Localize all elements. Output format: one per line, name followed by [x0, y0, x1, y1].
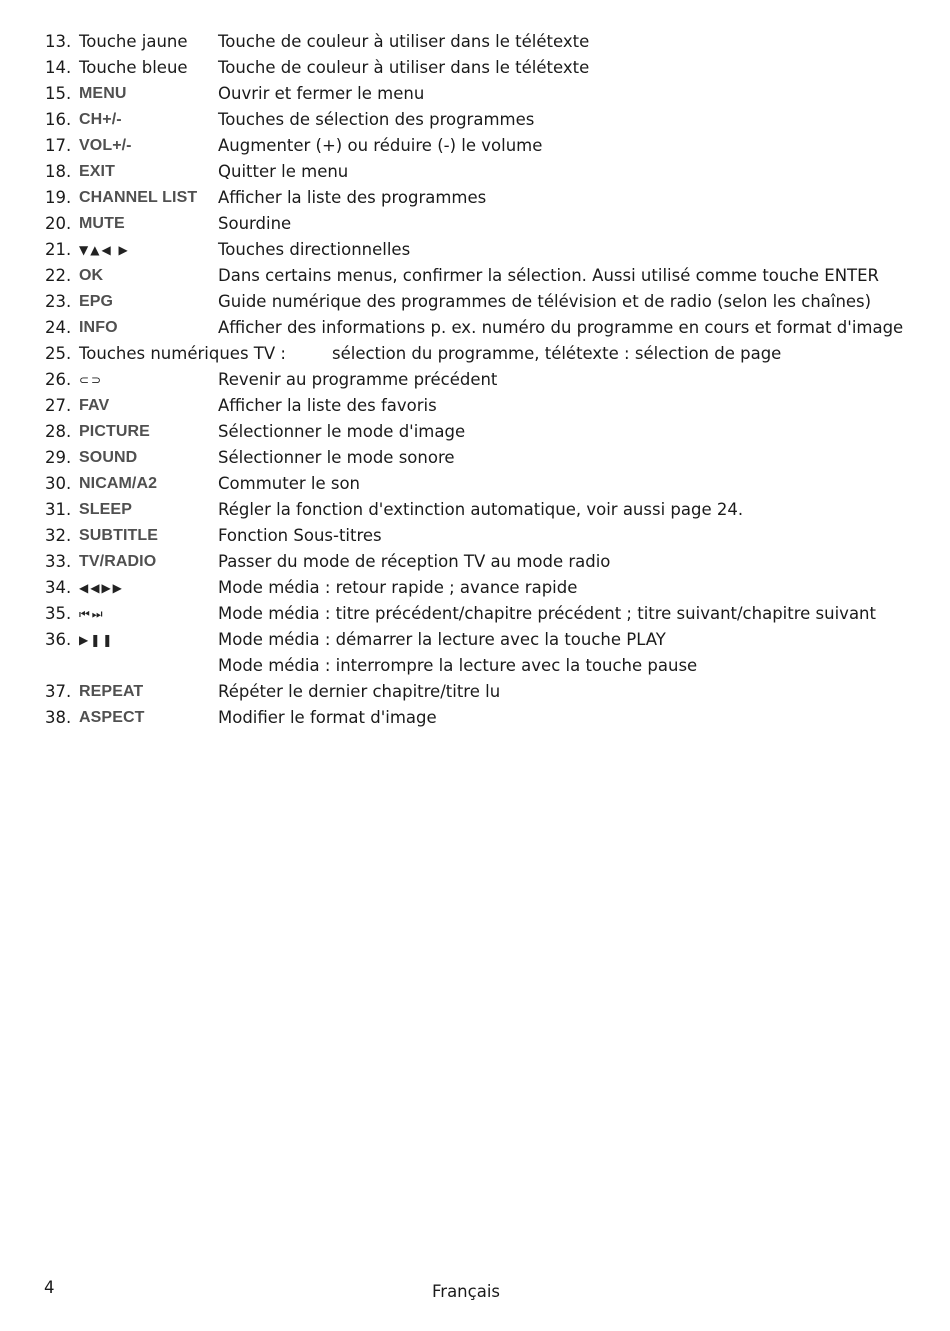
key-name: MUTE — [79, 215, 125, 232]
key-name: VOL+/- — [79, 137, 132, 154]
item-number: 35. — [45, 604, 72, 623]
key-description: Touche de couleur à utiliser dans le télétexte — [218, 58, 590, 77]
key-name: Touche jaune — [79, 32, 188, 51]
list-item — [0, 705, 950, 731]
key-name: INFO — [79, 319, 118, 336]
key-description: Commuter le son — [218, 474, 360, 493]
list-item — [0, 471, 950, 497]
item-number: 32. — [45, 526, 72, 545]
key-description: Répéter le dernier chapitre/titre lu — [218, 682, 501, 701]
item-number: 23. — [45, 292, 72, 311]
list-item — [0, 159, 950, 185]
list-item — [0, 185, 950, 211]
list-item — [0, 237, 950, 263]
item-number: 33. — [45, 552, 72, 571]
item-number: 14. — [45, 58, 72, 77]
list-item — [0, 133, 950, 159]
key-description: Touches directionnelles — [218, 240, 411, 259]
key-name: CHANNEL LIST — [79, 189, 198, 206]
key-description: Mode média : interrompre la lecture avec la touche pause — [218, 656, 698, 675]
key-description: Afficher des informations p. ex. numéro du programme en cours et format d'image — [218, 318, 904, 337]
list-item — [0, 81, 950, 107]
list-item — [0, 341, 950, 367]
key-description: Touches de sélection des programmes — [218, 110, 535, 129]
remote-keys-list — [0, 29, 950, 731]
key-description: Sélectionner le mode sonore — [218, 448, 455, 467]
list-item — [0, 575, 950, 601]
list-item — [0, 55, 950, 81]
footer-language: Français — [432, 1282, 501, 1301]
item-number: 21. — [45, 240, 72, 259]
key-name: SUBTITLE — [79, 527, 159, 544]
item-number: 36. — [45, 630, 72, 649]
list-item — [0, 653, 950, 679]
item-number: 38. — [45, 708, 72, 727]
item-number: 27. — [45, 396, 72, 415]
item-number: 15. — [45, 84, 72, 103]
list-item — [0, 601, 950, 627]
list-item — [0, 523, 950, 549]
list-item — [0, 289, 950, 315]
key-description: Quitter le menu — [218, 162, 349, 181]
key-description: Mode média : titre précédent/chapitre précédent ; titre suivant/chapitre suivant — [218, 604, 876, 623]
key-description: sélection du programme, télétexte : sélection de page — [332, 344, 782, 363]
item-number: 22. — [45, 266, 72, 285]
key-description: Afficher la liste des favoris — [218, 396, 437, 415]
key-name: TV/RADIO — [79, 553, 157, 570]
direction-arrows-icon: ▼▲◀ ▶ — [79, 243, 130, 257]
item-number: 25. — [45, 344, 72, 363]
list-item — [0, 29, 950, 55]
key-description: Sélectionner le mode d'image — [218, 422, 466, 441]
item-number: 16. — [45, 110, 72, 129]
list-item — [0, 679, 950, 705]
item-number: 34. — [45, 578, 72, 597]
rewind-forward-icon: ◀◀▶▶ — [79, 581, 124, 595]
list-item — [0, 497, 950, 523]
list-item — [0, 393, 950, 419]
key-description: Régler la fonction d'extinction automatique, voir aussi page 24. — [218, 500, 744, 519]
item-number: 13. — [45, 32, 72, 51]
key-description: Mode média : retour rapide ; avance rapide — [218, 578, 578, 597]
key-name: OK — [79, 267, 104, 284]
play-pause-icon: ▶❚❚ — [79, 633, 115, 647]
item-number: 29. — [45, 448, 72, 467]
key-description: Mode média : démarrer la lecture avec la touche PLAY — [218, 630, 666, 649]
key-name: EXIT — [79, 163, 115, 180]
item-number: 26. — [45, 370, 72, 389]
item-number: 37. — [45, 682, 72, 701]
key-description: Guide numérique des programmes de télévision et de radio (selon les chaînes) — [218, 292, 872, 311]
item-number: 17. — [45, 136, 72, 155]
key-description: Dans certains menus, confirmer la sélection. Aussi utilisé comme touche ENTER — [218, 266, 879, 285]
key-name: REPEAT — [79, 683, 144, 700]
key-description: Ouvrir et fermer le menu — [218, 84, 425, 103]
item-number: 31. — [45, 500, 72, 519]
item-number: 18. — [45, 162, 72, 181]
page-number: 4 — [44, 1278, 55, 1297]
key-name: MENU — [79, 85, 127, 102]
key-description: Passer du mode de réception TV au mode radio — [218, 552, 611, 571]
key-description: Augmenter (+) ou réduire (-) le volume — [218, 136, 543, 155]
key-name: EPG — [79, 293, 114, 310]
key-description: Sourdine — [218, 214, 292, 233]
key-description: Afficher la liste des programmes — [218, 188, 487, 207]
key-name: Touches numériques TV : — [79, 344, 286, 363]
key-name: FAV — [79, 397, 110, 414]
key-name: CH+/- — [79, 111, 122, 128]
skip-prev-next-icon: ⏮⏭ — [79, 607, 105, 621]
key-name: NICAM/A2 — [79, 475, 158, 492]
item-number: 20. — [45, 214, 72, 233]
list-item — [0, 315, 950, 341]
list-item — [0, 627, 950, 653]
item-number: 19. — [45, 188, 72, 207]
key-description: Modifier le format d'image — [218, 708, 437, 727]
key-name: PICTURE — [79, 423, 150, 440]
key-name: SOUND — [79, 449, 138, 466]
list-item — [0, 419, 950, 445]
key-description: Revenir au programme précédent — [218, 370, 498, 389]
list-item — [0, 211, 950, 237]
return-loop-icon: ⊂⊃ — [79, 373, 104, 387]
item-number: 30. — [45, 474, 72, 493]
key-name: ASPECT — [79, 709, 145, 726]
key-description: Touche de couleur à utiliser dans le télétexte — [218, 32, 590, 51]
list-item — [0, 107, 950, 133]
item-number: 24. — [45, 318, 72, 337]
key-name: SLEEP — [79, 501, 132, 518]
list-item — [0, 263, 950, 289]
key-name: Touche bleue — [79, 58, 188, 77]
list-item — [0, 549, 950, 575]
list-item — [0, 445, 950, 471]
key-description: Fonction Sous-titres — [218, 526, 382, 545]
item-number: 28. — [45, 422, 72, 441]
list-item — [0, 367, 950, 393]
